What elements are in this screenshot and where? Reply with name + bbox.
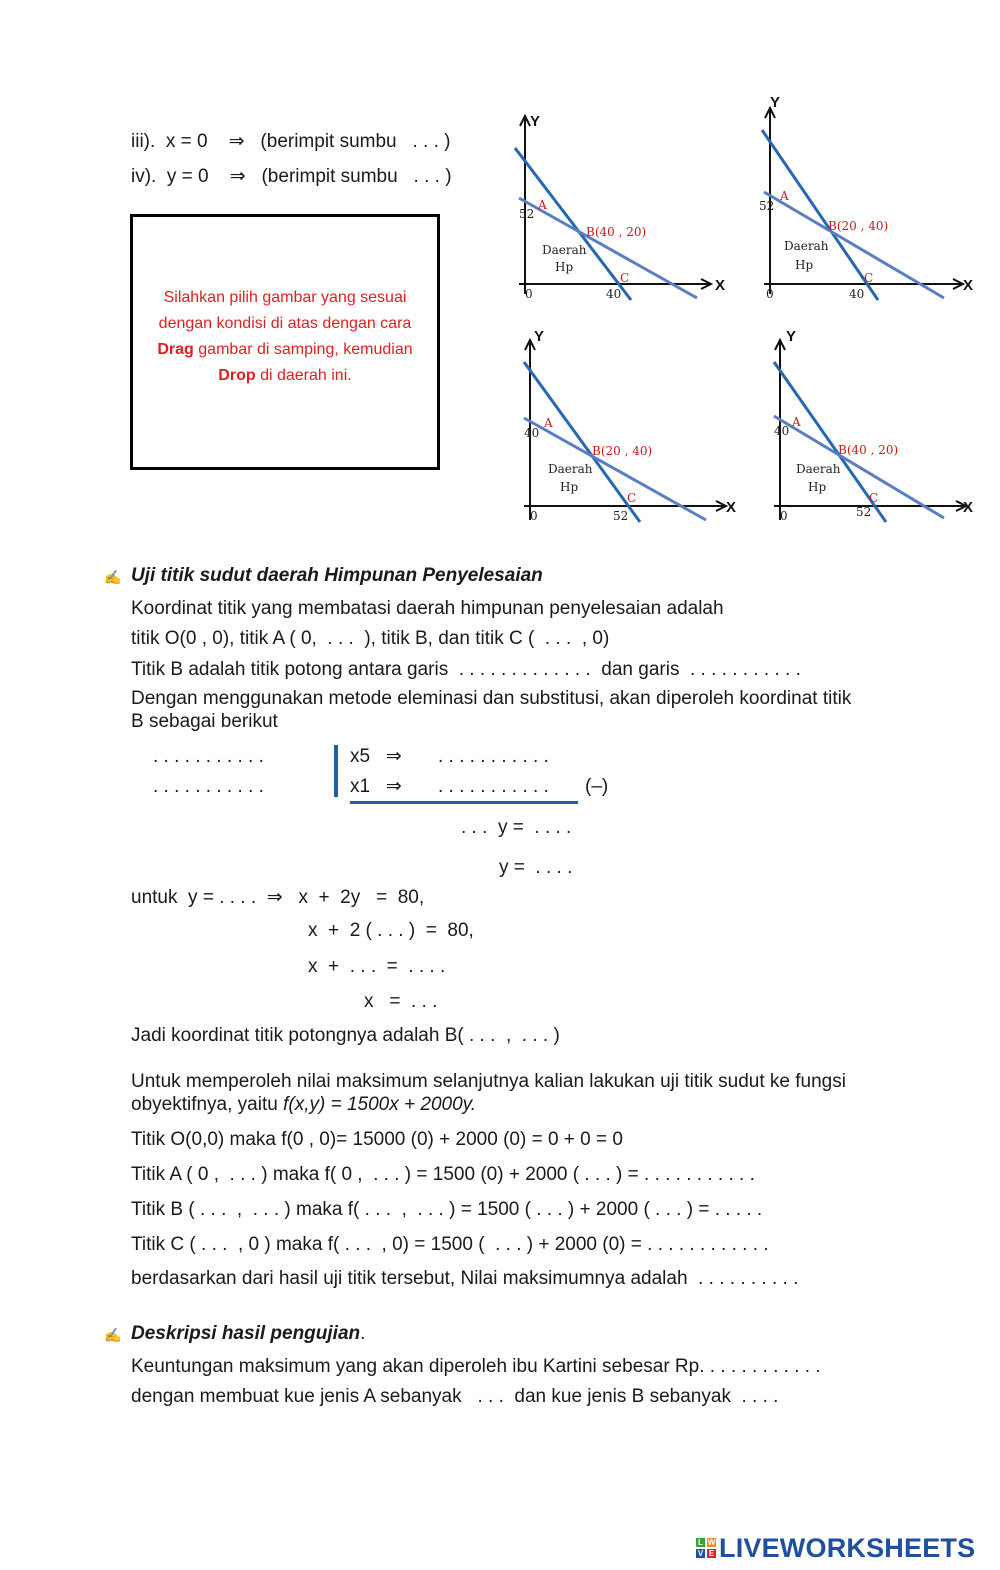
substitution-line: x + 2 ( . . . ) = 80, (308, 920, 474, 941)
y-intercept-label: 40 (774, 424, 790, 438)
y-axis-label: Y (534, 330, 545, 345)
paragraph-line: Koordinat titik yang membatasi daerah himpunan penyelesaian adalah (131, 598, 724, 619)
region-label: Daerah (548, 462, 593, 476)
x-intercept-label: 52 (856, 505, 872, 519)
pencil-icon: ✍ (104, 569, 122, 585)
region-label: Daerah (796, 462, 841, 476)
point-b: B(20 , 40) (592, 444, 653, 458)
substitution-line: untuk y = . . . . ⇒ x + 2y = 80, (131, 887, 425, 908)
paragraph-line: Dengan menggunakan metode eleminasi dan substitusi, akan diperoleh koordinat titik (131, 688, 852, 709)
logo-mark-icon: L W V E (697, 1538, 716, 1558)
graph-option-2[interactable] (750, 94, 985, 319)
x-intercept-label: 52 (613, 509, 629, 523)
y-intercept-label: 52 (759, 199, 775, 213)
test-point-c: Titik C ( . . . , 0 ) maka f( . . . , 0) = 1500 ( . . . ) + 2000 (0) = . . . . . . . . . . . . (131, 1234, 769, 1255)
elimination-result: y = . . . . (499, 857, 573, 878)
multiplier-1: x1 ⇒ (350, 776, 402, 797)
origin-label: 0 (525, 287, 533, 301)
region-label: Daerah (542, 243, 587, 257)
point-a: A (538, 198, 547, 212)
x-intercept-label: 40 (606, 287, 622, 301)
point-b: B(40 , 20) (586, 225, 647, 239)
substitution-line: x = . . . (364, 991, 438, 1012)
line-steep (515, 148, 631, 300)
graph-option-3[interactable] (510, 330, 745, 555)
logo-text: LIVEWORKSHEETS (719, 1532, 976, 1563)
subtract-sign: (–) (585, 776, 609, 797)
y-intercept-label: 40 (524, 426, 540, 440)
multiplier-5: x5 ⇒ (350, 746, 402, 767)
point-a: A (544, 416, 553, 430)
region-label-hp: Hp (795, 258, 814, 272)
graph-option-1[interactable] (505, 108, 740, 333)
description-line: Keuntungan maksimum yang akan diperoleh ibu Kartini sebesar Rp. . . . . . . . . . . . (131, 1356, 821, 1377)
section-heading-uji-titik: Uji titik sudut daerah Himpunan Penyelesaian (131, 565, 543, 586)
paragraph-line: B sebagai berikut (131, 711, 278, 732)
point-c: C (869, 491, 879, 505)
drop-zone-instructions: Silahkan pilih gambar yang sesuai dengan kondisi di atas dengan cara Drag gambar di samping, kemudian Drop di daerah ini. (157, 289, 413, 384)
region-label-hp: Hp (555, 260, 574, 274)
equation-blank: . . . . . . . . . . . (153, 746, 264, 767)
section-heading-deskripsi: Deskripsi hasil pengujian. (131, 1323, 366, 1344)
point-c: C (627, 491, 637, 505)
condition-iii: iii). x = 0 ⇒ (berimpit sumbu . . . ) (131, 131, 451, 152)
point-c: C (864, 271, 874, 285)
elimination-underline (350, 801, 578, 804)
paragraph-line: Titik B adalah titik potong antara garis . . . . . . . . . . . . . dan garis . . . . . . . . . . . (131, 659, 801, 680)
equation-blank: . . . . . . . . . . . (438, 776, 549, 797)
point-a: A (792, 415, 801, 429)
bracket-line (334, 745, 338, 797)
x-axis-label: X (726, 499, 737, 516)
conclusion-line: Jadi koordinat titik potongnya adalah B( . . . , . . . ) (131, 1025, 560, 1046)
objective-line: obyektifnya, yaitu f(x,y) = 1500x + 2000y. (131, 1094, 477, 1115)
origin-label: 0 (780, 509, 788, 523)
elimination-result: . . . y = . . . . (461, 817, 572, 838)
x-axis-label: X (963, 277, 974, 294)
x-intercept-label: 40 (849, 287, 865, 301)
origin-label: 0 (530, 509, 538, 523)
region-label-hp: Hp (560, 480, 579, 494)
origin-label: 0 (766, 287, 774, 301)
drop-zone[interactable] (130, 214, 440, 470)
test-point-b: Titik B ( . . . , . . . ) maka f( . . . , . . . ) = 1500 ( . . . ) + 2000 ( . . . ) = . . . . . (131, 1199, 763, 1220)
region-label: Daerah (784, 239, 829, 253)
graph-option-4[interactable] (760, 330, 995, 555)
test-point-a: Titik A ( 0 , . . . ) maka f( 0 , . . . ) = 1500 (0) + 2000 ( . . . ) = . . . . . . . . . . . (131, 1164, 755, 1185)
liveworksheets-logo[interactable] (696, 1532, 975, 1564)
point-a: A (780, 189, 789, 203)
point-b: B(20 , 40) (828, 219, 889, 233)
y-axis-label: Y (770, 94, 781, 111)
region-label-hp: Hp (808, 480, 827, 494)
x-axis-label: X (963, 499, 974, 516)
paragraph-line: titik O(0 , 0), titik A ( 0, . . . ), titik B, dan titik C ( . . . , 0) (131, 628, 610, 649)
point-c: C (620, 271, 630, 285)
max-value-line: berdasarkan dari hasil uji titik tersebut, Nilai maksimumnya adalah . . . . . . . . . . (131, 1268, 799, 1289)
equation-blank: . . . . . . . . . . . (438, 746, 549, 767)
pencil-icon: ✍ (104, 1327, 122, 1343)
substitution-line: x + . . . = . . . . (308, 956, 446, 977)
condition-iv: iv). y = 0 ⇒ (berimpit sumbu . . . ) (131, 166, 452, 187)
y-axis-label: Y (786, 330, 797, 345)
equation-blank: . . . . . . . . . . . (153, 776, 264, 797)
objective-line: Untuk memperoleh nilai maksimum selanjutnya kalian lakukan uji titik sudut ke fungsi (131, 1071, 846, 1092)
x-axis-label: X (715, 277, 726, 294)
description-line: dengan membuat kue jenis A sebanyak . . . dan kue jenis B sebanyak . . . . (131, 1386, 779, 1407)
y-intercept-label: 52 (519, 207, 535, 221)
point-b: B(40 , 20) (838, 443, 899, 457)
test-point-o: Titik O(0,0) maka f(0 , 0)= 15000 (0) + 2000 (0) = 0 + 0 = 0 (131, 1129, 623, 1150)
y-axis-label: Y (530, 113, 541, 130)
